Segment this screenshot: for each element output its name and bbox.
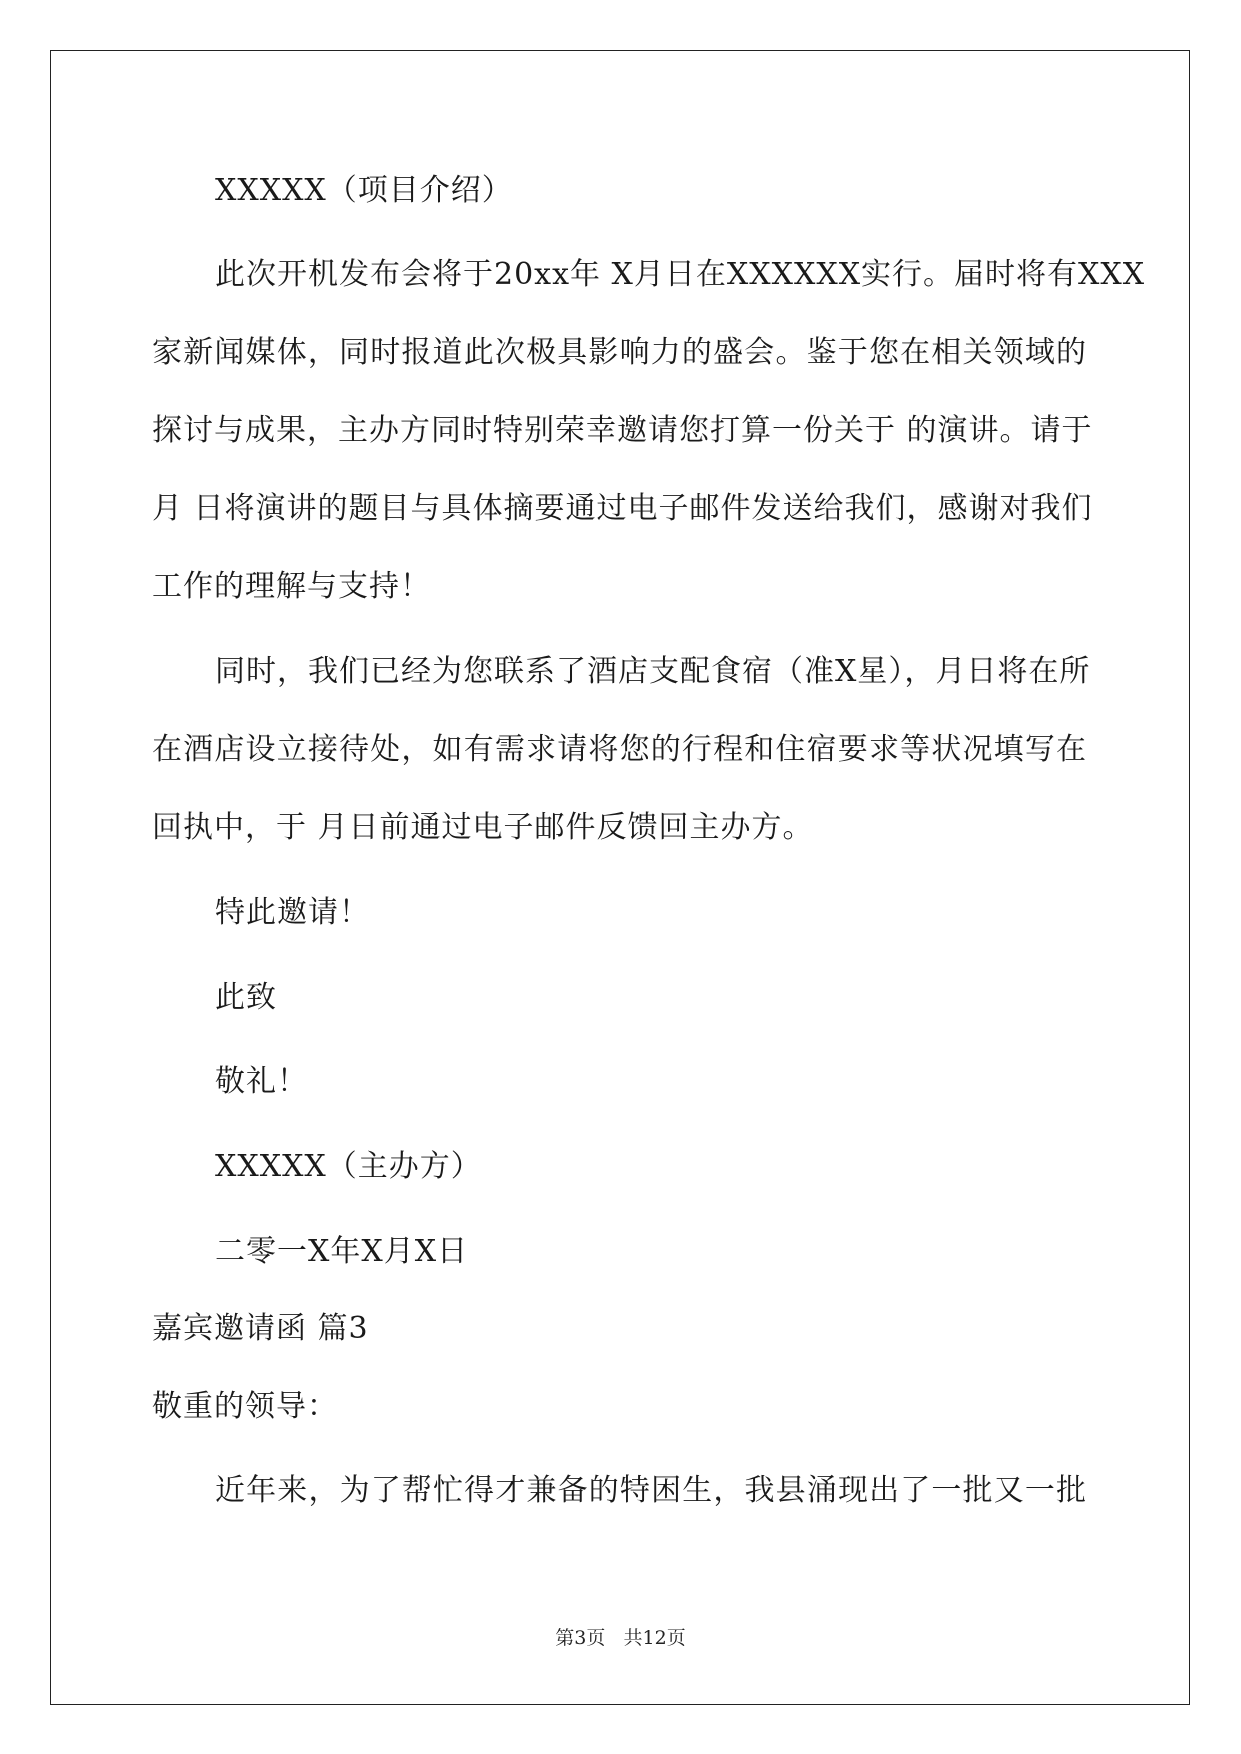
page-total: 共12页 [623,1627,686,1649]
text-line: 月 日将演讲的题目与具体摘要通过电子邮件发送给我们，感谢对我们 [152,491,1093,526]
text-line: 在酒店设立接待处，如有需求请将您的行程和住宿要求等状况填写在 [152,732,1087,767]
text-line: 回执中，于 月日前通过电子邮件反馈回主办方。 [152,810,814,845]
salutation: 敬重的领导： [152,1389,338,1424]
text-line: XXXXX（项目介绍） [215,173,513,208]
text-line: 近年来，为了帮忙得才兼备的特困生，我县涌现出了一批又一批 [215,1473,1087,1508]
page-border [50,50,1190,1705]
text-line: 二零一X年X月X日 [215,1234,469,1269]
text-line: 特此邀请！ [215,895,370,930]
text-line: 此致 [215,980,277,1015]
text-line: 家新闻媒体，同时报道此次极具影响力的盛会。鉴于您在相关领域的 [152,335,1087,370]
text-line: 此次开机发布会将于20xx年 X月日在XXXXXX实行。届时将有XXX [215,257,1146,292]
section-heading: 嘉宾邀请函 篇3 [152,1311,369,1346]
text-line: 工作的理解与支持！ [152,569,431,604]
text-line: 同时，我们已经为您联系了酒店支配食宿（准X星），月日将在所 [215,654,1091,689]
text-line: 敬礼！ [215,1064,308,1099]
text-line: 探讨与成果，主办方同时特别荣幸邀请您打算一份关于 的演讲。请于 [152,413,1093,448]
page-number: 第3页 [555,1627,606,1649]
text-line: XXXXX（主办方） [215,1149,482,1184]
page-footer [0,1626,1241,1650]
